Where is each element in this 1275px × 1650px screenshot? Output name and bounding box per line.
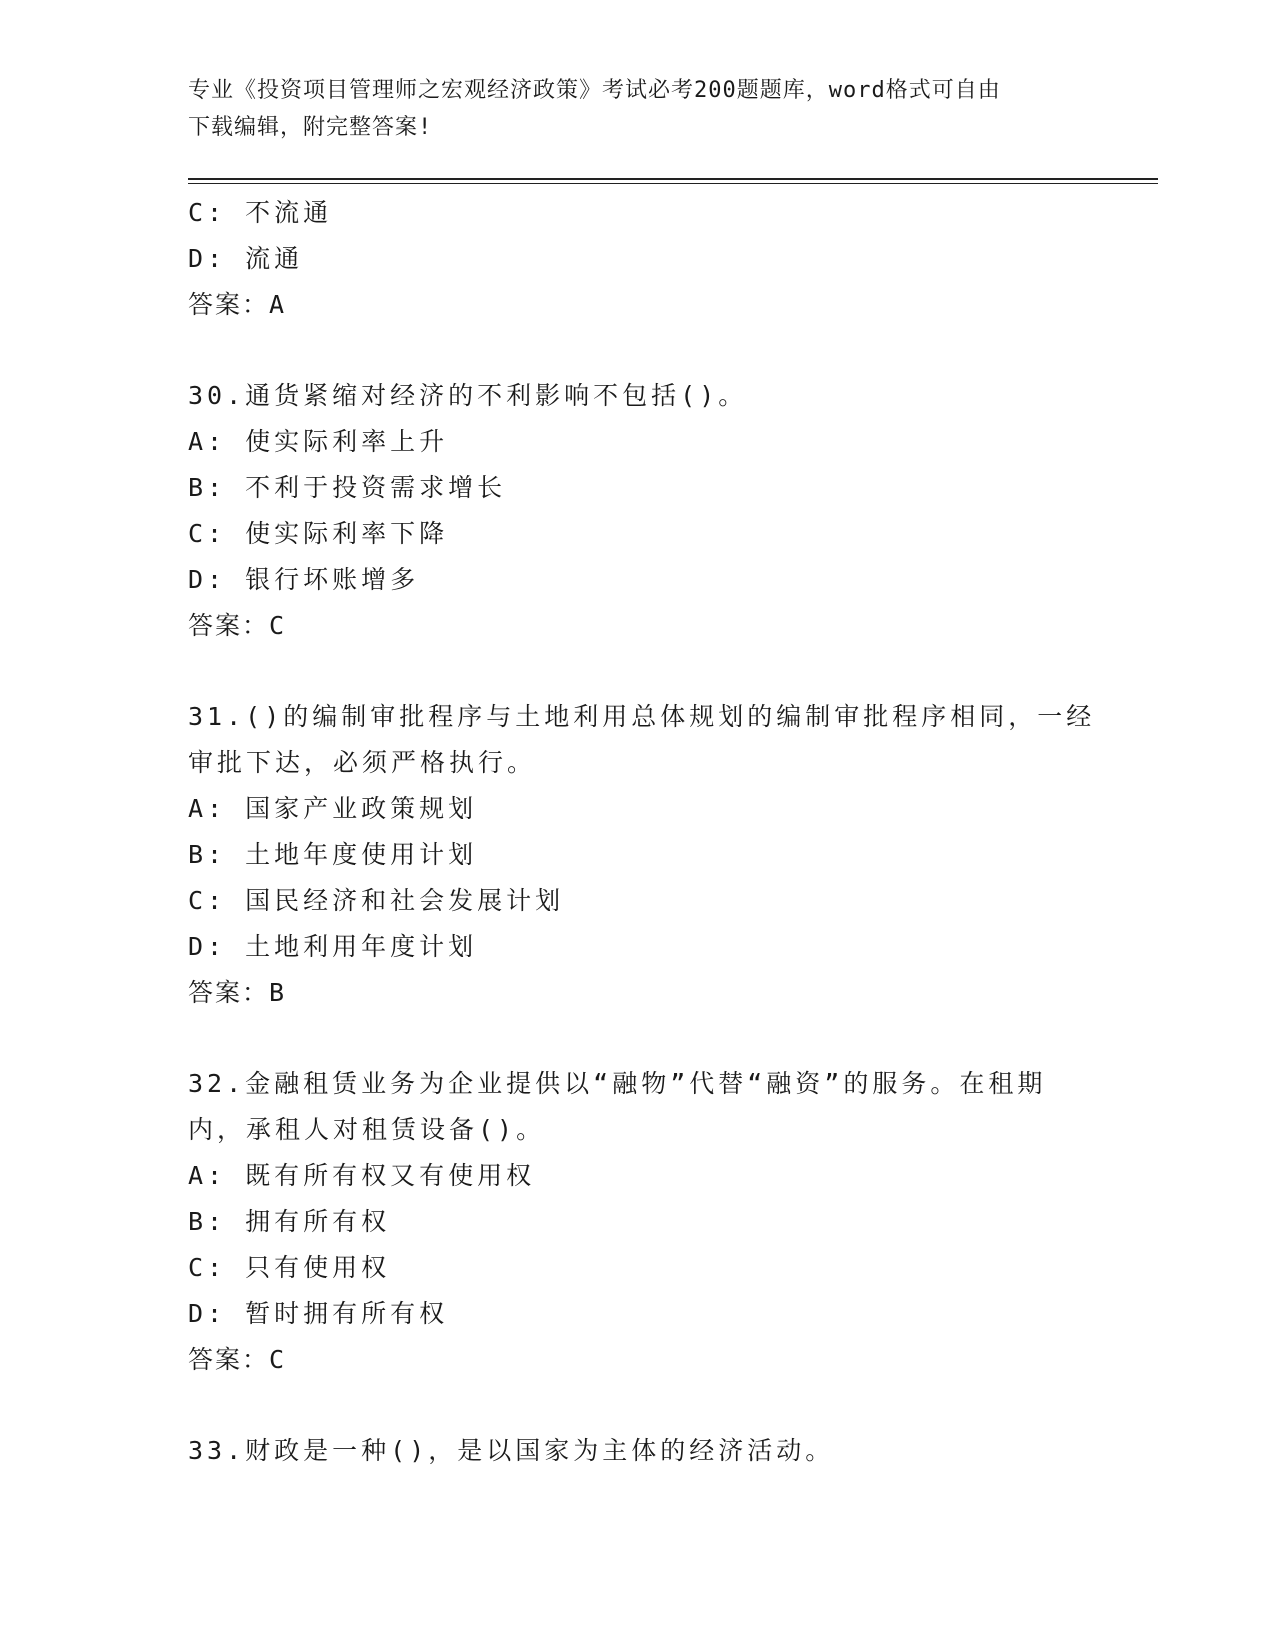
option-d: D: 银行坏账增多: [188, 565, 420, 594]
option-c: C: 只有使用权: [188, 1253, 391, 1282]
question-list: [188, 190, 1096, 1474]
answer-label: 答案：B: [188, 978, 287, 1007]
option-d: D: 土地利用年度计划: [188, 932, 478, 961]
spacer: [188, 649, 1088, 694]
option-c: C: 使实际利率下降: [188, 519, 449, 548]
question-30: [188, 373, 1088, 649]
option-d: D: 流通: [188, 244, 304, 273]
document-header: [188, 72, 1088, 146]
header-divider-thick: [188, 178, 1158, 180]
question-text: 33.财政是一种()，是以国家为主体的经济活动。: [188, 1436, 835, 1465]
question-text-line-2: 审批下达，必须严格执行。: [188, 748, 537, 777]
question-text-line-1: 31.()的编制审批程序与土地利用总体规划的编制审批程序相同，一经: [188, 702, 1096, 731]
answer-label: 答案：C: [188, 1345, 287, 1374]
option-a: A: 国家产业政策规划: [188, 794, 478, 823]
option-c: C: 不流通: [188, 198, 333, 227]
answer-label: 答案：C: [188, 611, 287, 640]
question-29-tail: [188, 190, 1088, 328]
question-31: [188, 694, 1096, 1016]
spacer: [188, 328, 1088, 373]
option-c: C: 国民经济和社会发展计划: [188, 886, 565, 915]
header-line-1: 专业《投资项目管理师之宏观经济政策》考试必考200题题库，word格式可自由: [188, 78, 1001, 103]
question-32: [188, 1061, 1088, 1383]
question-text-line-2: 内，承租人对租赁设备()。: [188, 1115, 546, 1144]
spacer: [188, 1016, 1088, 1061]
option-b: B: 土地年度使用计划: [188, 840, 478, 869]
question-33: [188, 1428, 1088, 1474]
option-a: A: 既有所有权又有使用权: [188, 1161, 536, 1190]
header-divider-thin: [188, 183, 1158, 184]
question-text-line-1: 32.金融租赁业务为企业提供以“融物”代替“融资”的服务。在租期: [188, 1069, 1047, 1098]
answer-label: 答案：A: [188, 290, 287, 319]
header-line-2: 下载编辑，附完整答案!: [188, 115, 433, 140]
option-d: D: 暂时拥有所有权: [188, 1299, 449, 1328]
question-text: 30.通货紧缩对经济的不利影响不包括()。: [188, 381, 748, 410]
option-b: B: 拥有所有权: [188, 1207, 391, 1236]
spacer: [188, 1383, 1088, 1428]
option-a: A: 使实际利率上升: [188, 427, 449, 456]
option-b: B: 不利于投资需求增长: [188, 473, 507, 502]
